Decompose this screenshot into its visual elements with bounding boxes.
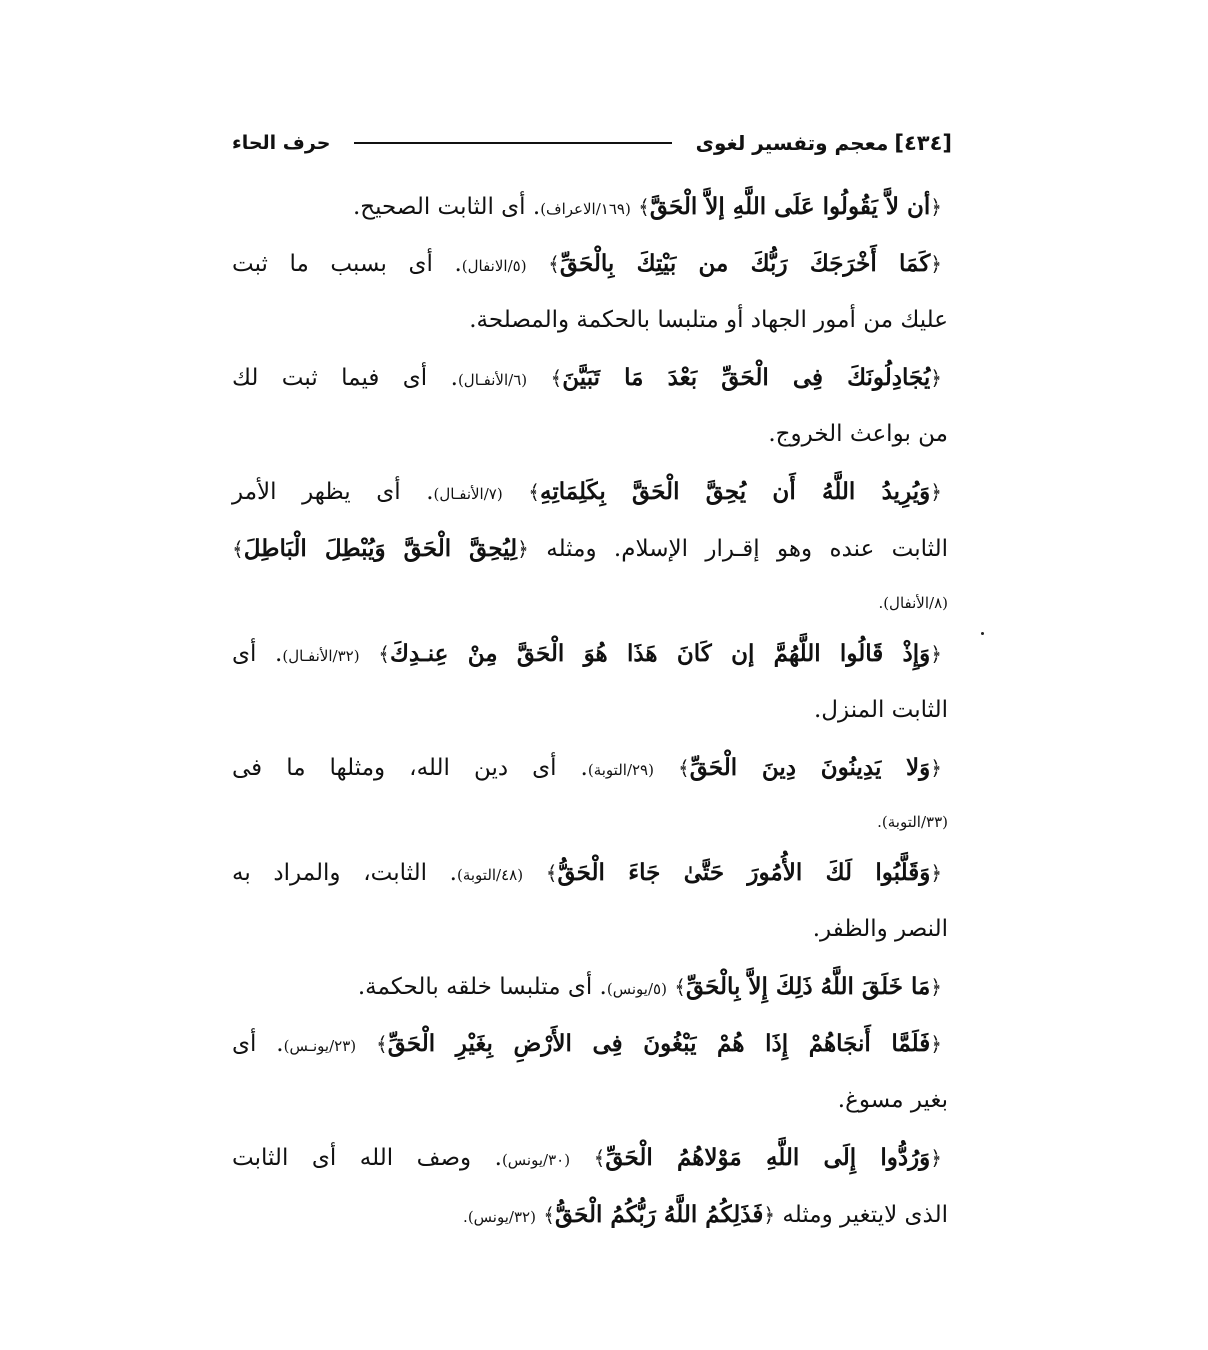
entry-line <box>232 1015 948 1072</box>
commentary: . أى <box>232 641 283 667</box>
scan-speck <box>981 632 984 635</box>
verse-reference: (٧/الأنفـال) <box>433 485 503 503</box>
entry-line <box>232 739 948 796</box>
verse-reference: (٣٢/الأنفـال) <box>282 647 360 665</box>
entry-line <box>232 625 948 682</box>
quran-verse: أن لاَّ يَقُولُوا عَلَى اللَّهِ إلاَّ الْحَقَّ <box>649 193 931 220</box>
verse-reference: (٨/الأنفال). <box>878 594 948 612</box>
verse-close-ornament: ﴾ <box>548 252 560 276</box>
verse-reference: (٣٠/يونس) <box>501 1151 571 1169</box>
commentary: . أى <box>232 1031 284 1057</box>
continuation-line: النصر والظفر. <box>812 916 948 942</box>
verse-open-ornament: ﴿ <box>930 756 943 780</box>
verse-reference: (٥/يونس) <box>606 980 667 998</box>
quran-verse: وَرُدُّوا إِلَى اللَّهِ مَوْلاهُمُ الْحَقِّ <box>605 1144 931 1171</box>
header-rule <box>354 142 671 144</box>
verse-reference: (٢٣/يونـس) <box>283 1037 357 1055</box>
commentary: . أى متلبسا خلقه بالحكمة. <box>357 974 607 1000</box>
continuation-line <box>232 577 948 625</box>
commentary: . الثابت، والمراد به <box>232 860 457 886</box>
continuation-line <box>232 1186 948 1243</box>
quran-verse: وَإِذْ قَالُوا اللَّهُمَّ إن كَانَ هَذَا هُوَ الْحَقَّ مِنْ عِنـدِكَ <box>389 640 931 667</box>
verse-open-ornament: ﴿ <box>763 1203 776 1227</box>
page-body <box>232 178 948 1243</box>
section-title: حرف الحاء <box>232 132 331 154</box>
commentary: الثابت عنده وهو إقـرار الإسلام. ومثله <box>546 536 949 562</box>
continuation-line: عليك من أمور الجهاد أو متلبسا بالحكمة والمصلحة. <box>469 307 948 333</box>
verse-open-ornament: ﴿ <box>930 480 942 504</box>
book-title: معجم وتفسير لغوى <box>695 131 889 155</box>
quran-verse: وَيُرِيدُ اللَّهُ أَن يُحِقَّ الْحَقَّ بِكَلِمَاتِهِ <box>540 478 931 505</box>
quran-verse: لِيُحِقَّ الْحَقَّ وَيُبْطِلَ الْبَاطِلَ <box>243 535 518 562</box>
verse-reference: (٢٩/التوبة) <box>587 761 654 779</box>
verse-open-ornament: ﴿ <box>517 537 529 561</box>
entry-line <box>232 844 948 901</box>
verse-reference: (٣٣/التوبة). <box>877 813 948 831</box>
continuation-line <box>232 520 948 577</box>
verse-close-ornament: ﴾ <box>528 480 540 504</box>
verse-open-ornament: ﴿ <box>930 366 942 390</box>
verse-open-ornament: ﴿ <box>930 252 942 276</box>
continuation-line: الثابت المنزل. <box>814 697 948 723</box>
continuation-line: بغير مسوغ. <box>837 1087 948 1113</box>
verse-reference: (٣٢/يونس). <box>463 1208 536 1226</box>
verse-close-ornament: ﴾ <box>550 366 563 390</box>
verse-open-ornament: ﴿ <box>930 1146 942 1170</box>
verse-open-ornament: ﴿ <box>930 975 942 999</box>
page-number: [٤٣٤] <box>894 131 952 155</box>
entry-line <box>232 958 948 1015</box>
commentary: الذى لايتغير ومثله <box>782 1202 948 1228</box>
entry-line <box>232 178 948 235</box>
entry-line <box>232 235 948 292</box>
commentary: . وصف الله أى الثابت <box>232 1145 502 1171</box>
verse-close-ornament: ﴾ <box>232 537 244 561</box>
continuation-line <box>232 796 948 844</box>
quran-verse: كَمَا أَخْرَجَكَ رَبُّكَ من بَيْتِكَ بِالْحَقِّ <box>559 250 931 277</box>
verse-open-ornament: ﴿ <box>930 642 943 666</box>
verse-open-ornament: ﴿ <box>930 861 943 885</box>
verse-close-ornament: ﴾ <box>378 642 390 666</box>
verse-close-ornament: ﴾ <box>545 861 558 885</box>
quran-verse: فَلَمَّا أَنجَاهُمْ إِذَا هُمْ يَبْغُونَ فِى الأَرْضِ بِغَيْرِ الْحَقِّ <box>387 1030 931 1057</box>
commentary: . أى بسبب ما ثبت <box>232 251 462 277</box>
commentary: . أى دين الله، ومثلها ما فى <box>232 755 588 781</box>
continuation-line: من بواعث الخروج. <box>768 421 948 447</box>
verse-reference: (٦/الأنفـال) <box>457 371 528 389</box>
verse-close-ornament: ﴾ <box>638 195 650 219</box>
verse-close-ornament: ﴾ <box>678 756 690 780</box>
verse-close-ornament: ﴾ <box>674 975 686 999</box>
entry-line <box>232 463 948 520</box>
running-header <box>232 126 952 160</box>
verse-close-ornament: ﴾ <box>543 1203 555 1227</box>
quran-verse: وَقَلَّبُوا لَكَ الأُمُورَ حَتَّىٰ جَاءَ الْحَقُّ <box>557 859 931 886</box>
commentary: . أى فيما ثبت لك <box>232 365 458 391</box>
entry-line <box>232 349 948 406</box>
commentary: . أى الثابت الصحيح. <box>352 194 541 220</box>
quran-verse: وَلا يَدِينُونَ دِينَ الْحَقِّ <box>689 754 931 781</box>
verse-close-ornament: ﴾ <box>376 1032 388 1056</box>
quran-verse: مَا خَلَقَ اللَّهُ ذَلِكَ إِلاَّ بِالْحَقِّ <box>685 973 931 1000</box>
verse-close-ornament: ﴾ <box>593 1146 606 1170</box>
verse-reference: (١٦٩/الاعراف) <box>540 200 631 218</box>
verse-reference: (٤٨/التوبة) <box>456 866 524 884</box>
quran-verse: يُجَادِلُونَكَ فِى الْحَقِّ بَعْدَ مَا تَبَيَّنَ <box>562 364 931 391</box>
entry-line <box>232 1129 948 1186</box>
verse-open-ornament: ﴿ <box>930 195 942 219</box>
quran-verse: فَذَلِكُمُ اللَّهُ رَبُّكُمُ الْحَقُّ <box>554 1201 764 1228</box>
verse-reference: (٥/الانفال) <box>461 257 527 275</box>
verse-open-ornament: ﴿ <box>930 1032 943 1056</box>
commentary: . أى يظهر الأمر <box>232 479 434 505</box>
